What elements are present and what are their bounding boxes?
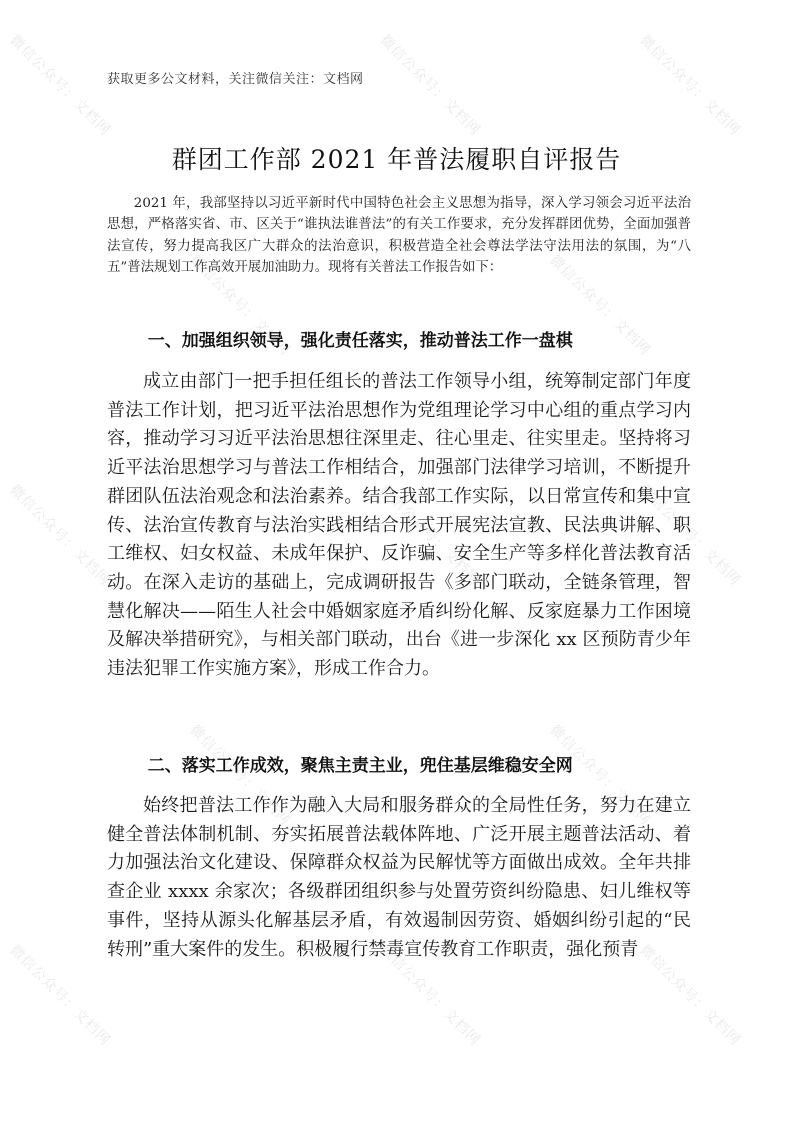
watermark: 微信公众号：文档网 (186, 722, 294, 829)
watermark: 微信公众号：文档网 (636, 482, 744, 589)
watermark: 微信公众号：文档网 (376, 482, 484, 589)
watermark: 微信公众号：文档网 (186, 252, 294, 359)
section-body-1: 成立由部门一把手担任组长的普法工作领导小组，统筹制定部门年度普法工作计划，把习近平法治思想作为党组理论学习中心组的重点学习内容，推动学习习近平法治思想往深里走、往心里走、往实里走。坚持将习近平法治思想学习与普法工作相结合，加强部门法律学习培训，不断提升群团队伍法治观念和法治素养。结合我部工作实际，以日常宣传和集中宣传、法治宣传教育与法治实践相结合形式开展宪法宣教、民法典讲解、职工维权、妇女权益、未成年保护、反诈骗、安全生产等多样化普法教育活动。在深入走访的基础上，完成调研报告《多部门联动，全链条管理，智慧化解决——陌生人社会中婚姻家庭矛盾纠纷化解、反家庭暴力工作困境及解决举措研究》，与相关部门联动，出台《进一步深化 xx 区预防青少年违法犯罪工作实施方案》，形成工作合力。 (107, 371, 691, 680)
watermark: 微信公众号：文档网 (376, 942, 484, 1049)
watermark: 微信公众号：文档网 (546, 252, 654, 359)
watermark: 微信公众号：文档网 (6, 942, 114, 1049)
watermark: 微信公众号：文档网 (376, 32, 484, 139)
watermark: 微信公众号：文档网 (546, 722, 654, 829)
watermark: 微信公众号：文档网 (6, 32, 114, 139)
section-heading-2: 二、落实工作成效，聚焦主责主业，兜住基层维稳安全网 (147, 756, 573, 776)
section-body-2: 始终把普法工作作为融入大局和服务群众的全局性任务，努力在建立健全普法体制机制、夯实拓展普法载体阵地、广泛开展主题普法活动、着力加强法治文化建设、保障群众权益为民解忧等方面做出成效。全年共排查企业 xxxx 余家次；各级群团组织参与处置劳资纠纷隐患、妇儿维权等事件，坚持从源头化解基层矛盾，有效遏制因劳资、婚姻纠纷引起的“民转刑”重大案件的发生。积极履行禁毒宣传教育工作职责，强化预青 (107, 795, 691, 960)
watermark: 微信公众号：文档网 (6, 482, 114, 589)
header-note: 获取更多公文材料，关注微信关注：文档网 (107, 72, 364, 87)
watermark: 微信公众号：文档网 (636, 32, 744, 139)
section-heading-1: 一、加强组织领导，强化责任落实，推动普法工作一盘棋 (147, 331, 573, 351)
watermark: 微信公众号：文档网 (636, 942, 744, 1049)
intro-paragraph: 2021 年，我部坚持以习近平新时代中国特色社会主义思想为指导，深入学习领会习近平法治思想，严格落实省、市、区关于“谁执法谁普法”的有关工作要求，充分发挥群团优势，全面加强普法宣传，努力提高我区广大群众的法治意识，积极营造全社会尊法学法守法用法的氛围，为“八五”普法规划工作高效开展加油助力。现将有关普法工作报告如下： (107, 196, 691, 276)
document-title: 群团工作部 2021 年普法履职自评报告 (171, 145, 622, 174)
